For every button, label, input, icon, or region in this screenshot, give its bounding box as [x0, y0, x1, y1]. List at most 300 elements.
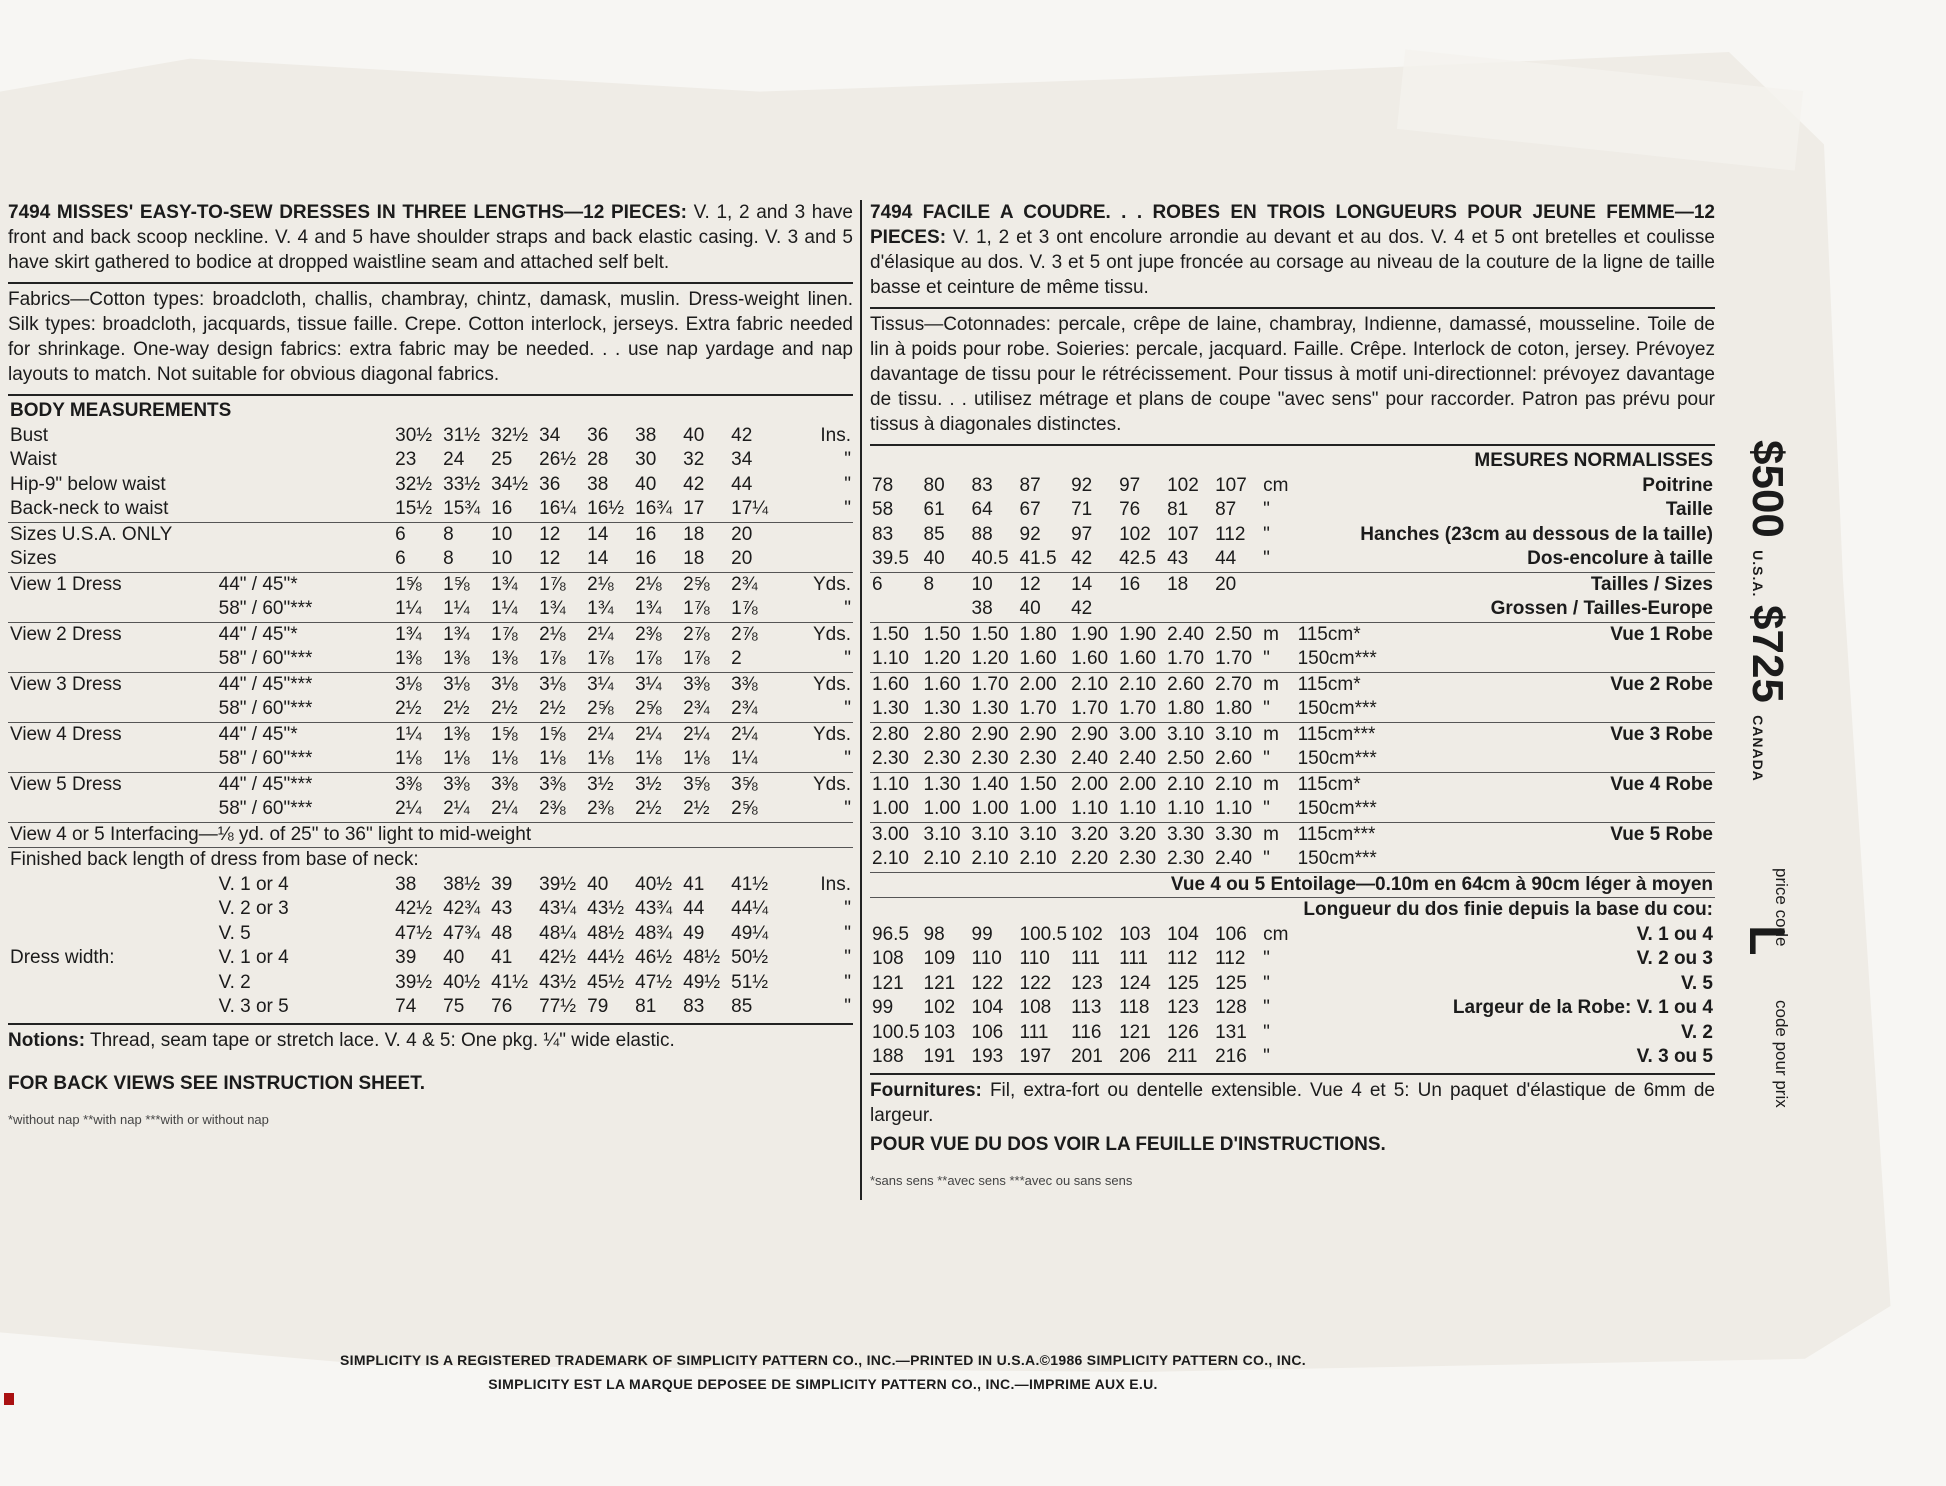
- metrage-value: 2.20: [1071, 848, 1109, 870]
- measure-value: 42: [683, 473, 705, 495]
- length-value: 112: [1215, 948, 1246, 970]
- yardage-value: 2⅜: [539, 798, 566, 820]
- measure-value: 92: [1071, 474, 1093, 496]
- yardage-value: 1¾: [635, 598, 662, 620]
- length-value: 112: [1167, 948, 1198, 970]
- measure-label: Bust: [10, 424, 49, 446]
- measure-value: 24: [443, 449, 465, 471]
- metrage-value: 1.00: [923, 798, 961, 820]
- length-value: 109: [923, 948, 956, 970]
- yardage-value: 1¾: [393, 622, 441, 647]
- unit-label: ": [844, 598, 851, 620]
- back-length-heading: Longueur du dos finie depuis la base du cou:: [870, 898, 1715, 923]
- fr-measurements-table: [870, 449, 1715, 1070]
- divider-rule: [870, 444, 1715, 446]
- length-value: 41½: [731, 873, 769, 895]
- table-row: [8, 672, 853, 697]
- measure-value: 40.5: [971, 548, 1009, 570]
- length-value: 38½: [443, 873, 481, 895]
- length-value: 48¾: [635, 922, 673, 944]
- yardage-value: 3¼: [633, 672, 681, 697]
- length-value: 121: [923, 972, 956, 994]
- measure-value: 97: [1119, 474, 1141, 496]
- corner-mark: [4, 1393, 14, 1405]
- dimension-label: [8, 922, 217, 947]
- view-label: Vue 4 Robe: [1479, 772, 1715, 797]
- length-value: 193: [971, 1046, 1004, 1068]
- yardage-value: 3½: [633, 772, 681, 797]
- metrage-value: 1.50: [922, 622, 970, 647]
- en-title: 7494 MISSES' EASY-TO-SEW DRESSES IN THREE LENGTHS—12 PIECES:: [8, 202, 687, 223]
- yardage-value: 2½: [683, 798, 710, 820]
- view-label: [8, 597, 217, 622]
- metrage-value: 2.10: [872, 848, 909, 870]
- metrage-value: 3.00: [1117, 722, 1165, 747]
- price-canada-label: CANADA: [1750, 715, 1766, 782]
- size-value: 6: [393, 522, 441, 547]
- table-row: [8, 822, 853, 848]
- length-value: 103: [923, 1021, 956, 1043]
- fr-footnote: *sans sens **avec sens ***avec ou sans sens: [870, 1172, 1133, 1188]
- en-footnote: *without nap **with nap ***with or without nap: [8, 1111, 269, 1127]
- length-value: 102: [923, 997, 956, 1019]
- price-canada: [1742, 605, 1792, 782]
- metrage-value: 2.90: [1069, 722, 1117, 747]
- metrage-value: 2.50: [1167, 748, 1205, 770]
- table-row: [870, 647, 1715, 672]
- view-label: View 3 Dress: [8, 672, 217, 697]
- view-label: [8, 797, 217, 822]
- fabric-width: 150cm***: [1297, 748, 1377, 770]
- fabric-width: 115cm*: [1296, 672, 1480, 697]
- table-row: [870, 722, 1715, 747]
- measure-value: 107: [1215, 474, 1247, 496]
- fr-fabrics-label: Tissus: [870, 314, 925, 335]
- length-value: 126: [1167, 1021, 1199, 1043]
- en-measurements-table: [8, 399, 853, 1020]
- metrage-value: 3.10: [922, 822, 970, 847]
- dimension-label: [8, 897, 217, 922]
- metrage-value: 1.10: [1119, 798, 1157, 820]
- yardage-value: 1⅝: [441, 572, 489, 597]
- yardage-value: 2⅝: [681, 572, 729, 597]
- metrage-value: 1.60: [1119, 648, 1157, 670]
- fabric-width: 115cm***: [1296, 722, 1480, 747]
- fr-back-views-note: POUR VUE DU DOS VOIR LA FEUILLE D'INSTRUCTIONS.: [870, 1133, 1386, 1155]
- length-value: 128: [1215, 997, 1247, 1019]
- price-code-label: price code: [1772, 868, 1791, 947]
- length-value: 121: [872, 972, 904, 994]
- metrage-value: 1.70: [1119, 698, 1157, 720]
- measure-value: 26½: [539, 449, 577, 471]
- measure-value: 76: [1119, 499, 1141, 521]
- unit-label: Yds.: [777, 722, 853, 747]
- size-value: 8: [922, 572, 970, 597]
- yardage-value: 1⅜: [395, 648, 422, 670]
- measure-value: 80: [923, 474, 945, 496]
- unit-label: ": [844, 922, 851, 944]
- measure-value: 32: [683, 449, 705, 471]
- table-row: [870, 1045, 1715, 1070]
- unit-label: ": [844, 898, 851, 920]
- measure-value: 17¼: [731, 498, 769, 520]
- fabric-width: 115cm*: [1296, 772, 1480, 797]
- measure-value: 61: [923, 499, 945, 521]
- view-label: View 5 Dress: [8, 772, 217, 797]
- yardage-value: 1⅛: [683, 748, 710, 770]
- measure-value: 42: [1071, 548, 1093, 570]
- measure-value: 83: [971, 474, 993, 496]
- blank-cell: [777, 547, 853, 572]
- size-value: 12: [537, 522, 585, 547]
- length-value: 123: [1167, 997, 1199, 1019]
- metrage-value: 2.30: [923, 748, 961, 770]
- unit-label: ": [844, 798, 851, 820]
- length-value: 43½: [539, 971, 577, 993]
- metrage-value: 1.10: [870, 772, 922, 797]
- view-label: [1479, 847, 1715, 872]
- measure-value: 40: [635, 473, 657, 495]
- length-value: 47½: [395, 922, 433, 944]
- length-value: 41½: [491, 971, 529, 993]
- fabric-width: 150cm***: [1297, 698, 1377, 720]
- unit-label: ": [844, 473, 851, 495]
- yardage-value: 2¼: [729, 722, 777, 747]
- length-value: 83: [683, 996, 705, 1018]
- size-europe-value: 42: [1071, 598, 1093, 620]
- length-value: 43¾: [635, 898, 673, 920]
- metrage-value: 3.10: [1018, 822, 1070, 847]
- metrage-value: 2.90: [970, 722, 1018, 747]
- length-value: 46½: [635, 947, 673, 969]
- view-label: [1479, 697, 1715, 722]
- measure-value: 44: [731, 473, 753, 495]
- measure-value: 44: [1215, 548, 1237, 570]
- table-row: [8, 697, 853, 722]
- en-notions-label: Notions:: [8, 1029, 86, 1051]
- measure-value: 39.5: [872, 548, 909, 570]
- unit-label: ": [1263, 648, 1270, 670]
- table-row: [870, 747, 1715, 772]
- metrage-value: 2.00: [1117, 772, 1165, 797]
- fr-notions-label: Fournitures:: [870, 1079, 982, 1101]
- size-value: 14: [1069, 572, 1117, 597]
- metrage-value: 2.10: [971, 848, 1009, 870]
- length-value: 216: [1215, 1046, 1247, 1068]
- unit-label: m: [1261, 772, 1295, 797]
- yardage-value: 1⅞: [683, 598, 710, 620]
- length-value: 51½: [731, 971, 769, 993]
- back-length-heading: Finished back length of dress from base of neck:: [8, 848, 853, 873]
- metrage-value: 2.30: [872, 748, 909, 770]
- size-value: 14: [585, 522, 633, 547]
- price-canada-value: $725: [1743, 605, 1792, 703]
- yardage-value: 2¼: [491, 798, 518, 820]
- metrage-value: 1.60: [922, 672, 970, 697]
- sizes-usa-label: Sizes U.S.A. ONLY: [8, 522, 393, 547]
- length-value: 118: [1119, 997, 1150, 1019]
- metrage-value: 1.50: [870, 622, 922, 647]
- table-row: [870, 797, 1715, 822]
- unit-label: ": [1263, 698, 1270, 720]
- measure-value: 38: [635, 424, 657, 446]
- table-row: [8, 848, 853, 873]
- blank-cell: [1261, 597, 1295, 622]
- fr-notions: [870, 1078, 1715, 1132]
- metrage-value: 2.50: [1213, 622, 1261, 647]
- metrage-value: 2.80: [922, 722, 970, 747]
- divider-rule: [870, 1073, 1715, 1075]
- unit-label: Yds.: [777, 672, 853, 697]
- table-row: [8, 995, 853, 1020]
- length-value: 100.5: [1019, 923, 1068, 945]
- divider-rule: [8, 394, 853, 396]
- view-ref: V. 5: [218, 922, 251, 944]
- yardage-value: 3⅛: [393, 672, 441, 697]
- table-row: [870, 449, 1715, 474]
- metrage-value: 3.10: [1213, 722, 1261, 747]
- table-row: [8, 722, 853, 747]
- size-value: 12: [1018, 572, 1070, 597]
- length-value: 41: [491, 947, 513, 969]
- yardage-value: 1⅛: [443, 748, 470, 770]
- unit-label: ": [1263, 848, 1270, 870]
- measure-value: 81: [1167, 499, 1189, 521]
- price-usa: [1742, 440, 1792, 597]
- size-value: 16: [633, 522, 681, 547]
- view-ref: V. 2: [218, 971, 251, 993]
- dimension-label: V. 1 ou 4: [1636, 923, 1713, 945]
- measure-value: 87: [1215, 499, 1237, 521]
- yardage-value: 3⅝: [681, 772, 729, 797]
- length-value: 74: [395, 996, 417, 1018]
- yardage-value: 2¾: [731, 698, 758, 720]
- size-value: 18: [683, 548, 705, 570]
- table-row: [8, 547, 853, 572]
- divider-rule: [870, 307, 1715, 309]
- table-row: [8, 747, 853, 772]
- yardage-value: 1⅛: [491, 748, 518, 770]
- unit-label: ": [1263, 1021, 1270, 1043]
- yardage-value: 2½: [395, 698, 422, 720]
- yardage-value: 1¼: [393, 722, 441, 747]
- metrage-value: 3.30: [1213, 822, 1261, 847]
- measure-value: 36: [587, 424, 609, 446]
- dimension-label: V. 5: [1680, 972, 1713, 994]
- fabric-width: 150cm***: [1297, 798, 1377, 820]
- yardage-value: 2⅛: [633, 572, 681, 597]
- measure-value: 34: [539, 424, 561, 446]
- yardage-value: 2⅜: [633, 622, 681, 647]
- length-value: 100.5: [872, 1021, 920, 1043]
- view-label: [1479, 747, 1715, 772]
- fr-notions-text: Fil, extra-fort ou dentelle extensible. Vue 4 et 5: Un paquet d'élastique de 6mm de largeur.: [870, 1079, 1715, 1126]
- unit-label: ": [844, 449, 851, 471]
- mesures-heading: MESURES NORMALISSES: [1474, 450, 1713, 472]
- yardage-value: 3⅛: [489, 672, 537, 697]
- yardage-value: 3⅛: [441, 672, 489, 697]
- table-row: [870, 996, 1715, 1021]
- yardage-value: 1⅜: [441, 722, 489, 747]
- yardage-value: 2⅝: [731, 798, 758, 820]
- trademark-line-en: SIMPLICITY IS A REGISTERED TRADEMARK OF SIMPLICITY PATTERN CO., INC.—PRINTED IN U.S.A.©1986 SIMPLICITY PATTERN CO., INC.: [340, 1352, 1306, 1368]
- measure-value: 16¾: [635, 498, 673, 520]
- metrage-value: 1.90: [1069, 622, 1117, 647]
- table-row: [870, 474, 1715, 499]
- fabric-width: 115cm***: [1296, 822, 1480, 847]
- yardage-value: 3⅜: [729, 672, 777, 697]
- yardage-value: 1¾: [441, 622, 489, 647]
- length-value: 108: [872, 948, 904, 970]
- metrage-value: 2.40: [1215, 848, 1253, 870]
- unit-label: ": [1263, 748, 1270, 770]
- column-divider: [860, 200, 862, 1200]
- size-europe-value: [922, 597, 970, 622]
- metrage-value: 1.20: [971, 648, 1009, 670]
- measure-value: 28: [587, 449, 609, 471]
- length-value: 45½: [587, 971, 625, 993]
- measure-label: Hip-9" below waist: [10, 473, 166, 495]
- view-label: Vue 2 Robe: [1479, 672, 1715, 697]
- measure-label: Waist: [10, 449, 57, 471]
- measure-value: 25: [491, 449, 513, 471]
- unit-label: ": [1263, 1046, 1270, 1068]
- fabric-width: 44" / 45"***: [217, 672, 393, 697]
- table-row: [870, 847, 1715, 872]
- metrage-value: 1.80: [1018, 622, 1070, 647]
- fabric-width: 58" / 60"***: [218, 798, 313, 820]
- measure-value: 40: [683, 424, 705, 446]
- length-value: 43: [491, 898, 513, 920]
- metrage-value: 2.10: [1165, 772, 1213, 797]
- en-description: [8, 200, 853, 279]
- table-row: [870, 523, 1715, 548]
- table-row: [870, 772, 1715, 797]
- metrage-value: 2.40: [1119, 748, 1157, 770]
- unit-label: ": [844, 996, 851, 1018]
- yardage-value: 1¾: [539, 598, 566, 620]
- unit-label: ": [844, 947, 851, 969]
- blank-cell: [1261, 572, 1295, 597]
- metrage-value: 1.40: [970, 772, 1018, 797]
- size-value: 10: [489, 522, 537, 547]
- yardage-value: 2⅛: [585, 572, 633, 597]
- table-row: [8, 424, 853, 449]
- table-row: [8, 897, 853, 922]
- measure-value: 67: [1019, 499, 1041, 521]
- metrage-value: 1.80: [1215, 698, 1253, 720]
- table-row: [870, 697, 1715, 722]
- size-europe-value: [1117, 597, 1165, 622]
- unit-label: ": [844, 648, 851, 670]
- fabric-width: 58" / 60"***: [218, 748, 313, 770]
- fabric-width: 150cm***: [1297, 648, 1377, 670]
- length-value: 49½: [683, 971, 721, 993]
- yardage-value: 2⅛: [537, 622, 585, 647]
- yardage-value: 2¾: [683, 698, 710, 720]
- metrage-value: 2.80: [870, 722, 922, 747]
- trademark-notice: [0, 1348, 1946, 1396]
- metrage-value: 1.00: [1019, 798, 1057, 820]
- code-pour-prix-label: code pour prix: [1772, 1000, 1791, 1108]
- unit-label: ": [844, 698, 851, 720]
- yardage-value: 1⅛: [587, 748, 614, 770]
- view-label: [8, 647, 217, 672]
- metrage-value: 2.10: [1069, 672, 1117, 697]
- size-europe-value: [1213, 597, 1261, 622]
- unit-label: ": [844, 498, 851, 520]
- unit-label: ": [1263, 548, 1270, 570]
- table-row: [870, 572, 1715, 597]
- measure-value: 38: [587, 473, 609, 495]
- unit-label: ": [844, 971, 851, 993]
- unit-label: ": [1263, 798, 1270, 820]
- interfacing-note: Vue 4 ou 5 Entoilage—0.10m en 64cm à 90cm léger à moyen: [870, 872, 1715, 898]
- yardage-value: 3⅜: [681, 672, 729, 697]
- length-value: 99: [971, 923, 993, 945]
- measure-value: 32½: [395, 473, 433, 495]
- table-row: [8, 772, 853, 797]
- length-value: 40½: [635, 873, 673, 895]
- yardage-value: 1⅜: [443, 648, 470, 670]
- french-panel: [870, 200, 1715, 1188]
- table-row: [870, 1021, 1715, 1046]
- metrage-value: 3.00: [870, 822, 922, 847]
- en-back-views-note: FOR BACK VIEWS SEE INSTRUCTION SHEET.: [8, 1072, 425, 1094]
- table-row: [8, 448, 853, 473]
- table-row: [870, 597, 1715, 622]
- yardage-value: 3⅜: [537, 772, 585, 797]
- dimension-label: V. 2: [1680, 1021, 1713, 1043]
- metrage-value: 1.60: [1071, 648, 1109, 670]
- metrage-value: 1.60: [1019, 648, 1057, 670]
- length-value: 47½: [635, 971, 673, 993]
- view-ref: V. 2 or 3: [218, 898, 289, 920]
- en-notions-text: Thread, seam tape or stretch lace. V. 4 & 5: One pkg. ¼" wide elastic.: [85, 1029, 675, 1051]
- yardage-value: 3⅛: [537, 672, 585, 697]
- measure-value: 87: [1019, 474, 1041, 496]
- length-value: 43½: [587, 898, 625, 920]
- length-value: 39½: [539, 873, 577, 895]
- unit-label: cm: [1263, 474, 1289, 496]
- yardage-value: 2¼: [633, 722, 681, 747]
- size-value: 16: [1117, 572, 1165, 597]
- length-value: 75: [443, 996, 465, 1018]
- length-value: 106: [1215, 923, 1247, 945]
- length-value: 47¾: [443, 922, 481, 944]
- metrage-value: 1.30: [971, 698, 1009, 720]
- metrage-value: 1.70: [970, 672, 1018, 697]
- interfacing-note: View 4 or 5 Interfacing—⅛ yd. of 25" to 36" light to mid-weight: [8, 822, 853, 848]
- fabric-width: 58" / 60"***: [218, 648, 313, 670]
- table-row: [870, 672, 1715, 697]
- measure-value: 33½: [443, 473, 481, 495]
- measure-value: 42.5: [1119, 548, 1157, 570]
- length-value: 79: [587, 996, 609, 1018]
- yardage-value: 3¼: [585, 672, 633, 697]
- fr-fabrics: [870, 312, 1715, 441]
- yardage-value: 2⅞: [729, 622, 777, 647]
- length-value: 102: [1071, 923, 1103, 945]
- table-row: [8, 922, 853, 947]
- metrage-value: 1.80: [1167, 698, 1205, 720]
- size-value: 12: [539, 548, 561, 570]
- yardage-value: 1⅞: [587, 648, 614, 670]
- measure-value: 34: [731, 449, 753, 471]
- unit-label: m: [1261, 622, 1295, 647]
- trademark-line-fr: SIMPLICITY EST LA MARQUE DEPOSEE DE SIMPLICITY PATTERN CO., INC.—IMPRIME AUX E.U.: [488, 1376, 1158, 1392]
- dimension-label: Largeur de la Robe: V. 1 ou 4: [1452, 997, 1713, 1019]
